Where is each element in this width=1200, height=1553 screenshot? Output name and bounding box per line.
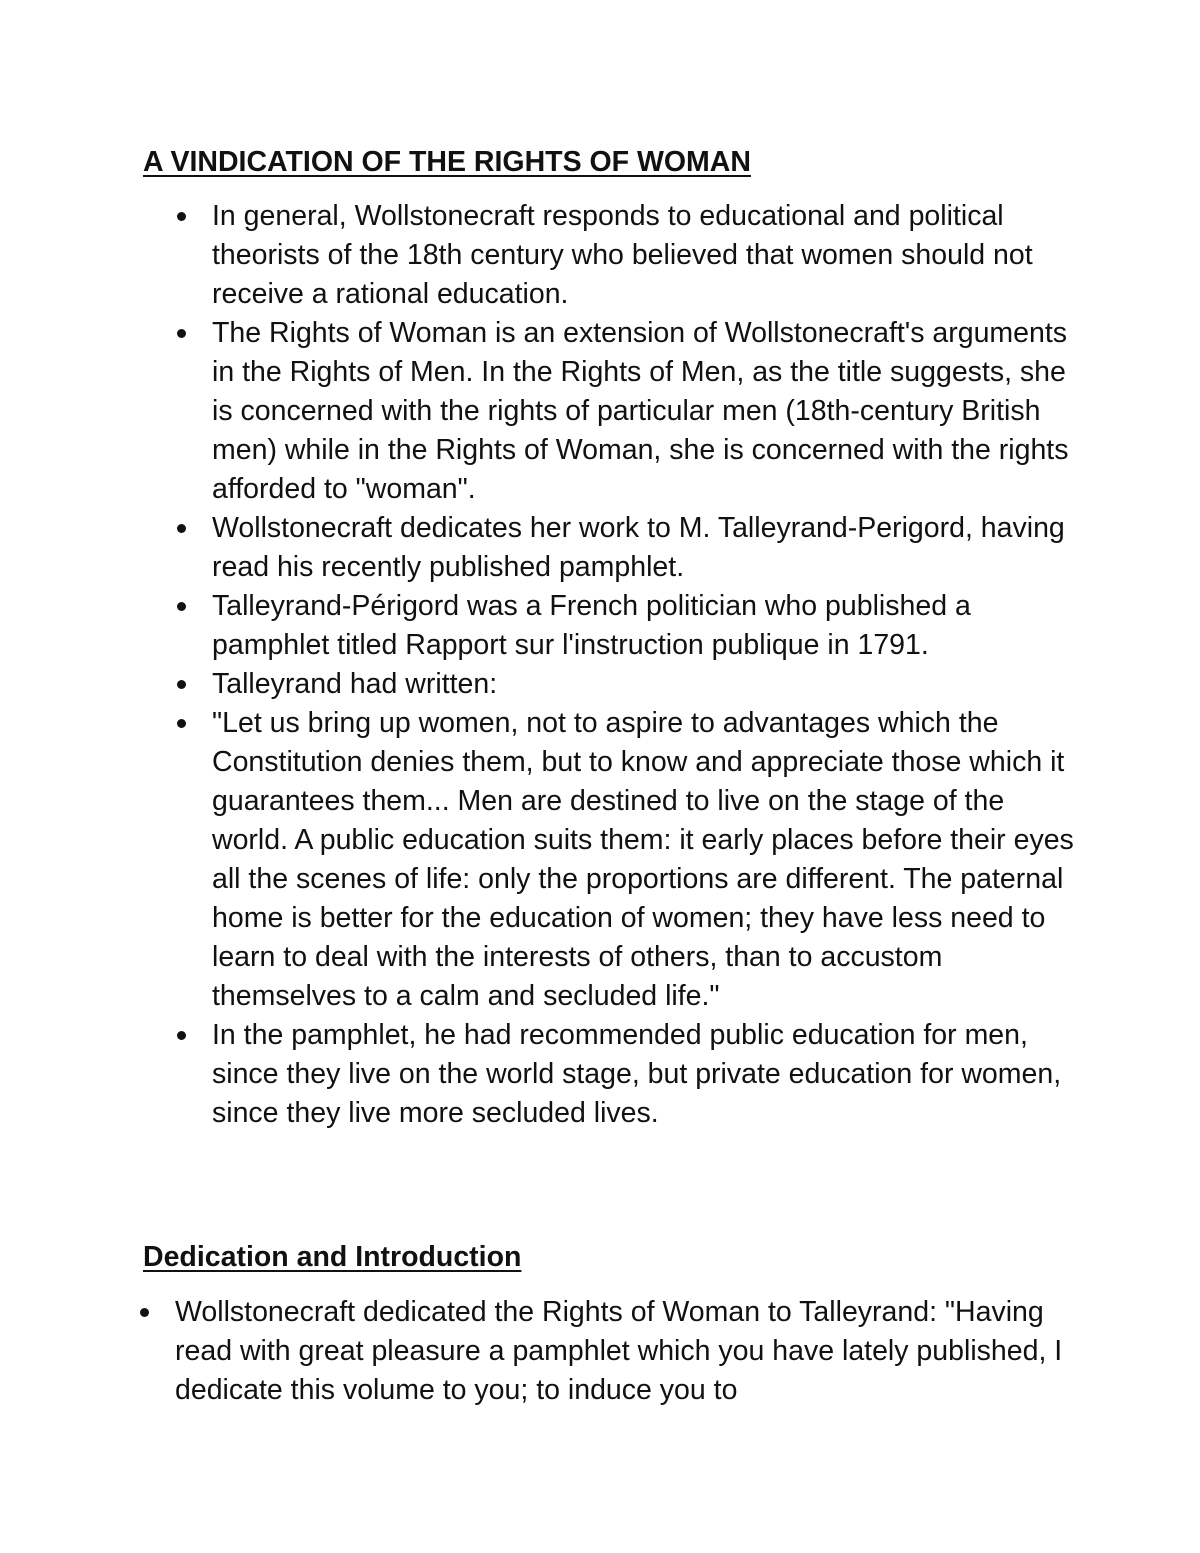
list-item: "Let us bring up women, not to aspire to advantages which the Constitution denies them, but to know and appreciate those which it guarantees them... Men are destined to live on the stage of the world. A public education suits them: it early places before their eyes all the scenes of life: only the proportions are different. The paternal home is better for the education of women; they have less need to learn to deal with the interests of others, than to accustom themselves to a calm and secluded life." — [212, 704, 1082, 1016]
list-item: Talleyrand-Périgord was a French politician who published a pamphlet titled Rapport sur l'instruction publique in 1791. — [212, 587, 1082, 665]
list-item: Wollstonecraft dedicates her work to M. Talleyrand-Perigord, having read his recently published pamphlet. — [212, 509, 1082, 587]
section-heading-dedication: Dedication and Introduction — [143, 1241, 522, 1273]
bullet-list-vindication — [212, 197, 1082, 1133]
section-heading-vindication: A VINDICATION OF THE RIGHTS OF WOMAN — [143, 146, 751, 178]
list-item: Wollstonecraft dedicated the Rights of Woman to Talleyrand: "Having read with great pleasure a pamphlet which you have lately published, I dedicate this volume to you; to induce you to — [175, 1293, 1075, 1410]
list-item: In the pamphlet, he had recommended public education for men, since they live on the world stage, but private education for women, since they live more secluded lives. — [212, 1016, 1082, 1133]
list-item: The Rights of Woman is an extension of Wollstonecraft's arguments in the Rights of Men. In the Rights of Men, as the title suggests, she is concerned with the rights of particular men (18th-century British men) while in the Rights of Woman, she is concerned with the rights afforded to "woman". — [212, 314, 1082, 509]
list-item: Talleyrand had written: — [212, 665, 1082, 704]
bullet-list-dedication — [175, 1293, 1075, 1410]
list-item: In general, Wollstonecraft responds to educational and political theorists of the 18th century who believed that women should not receive a rational education. — [212, 197, 1082, 314]
